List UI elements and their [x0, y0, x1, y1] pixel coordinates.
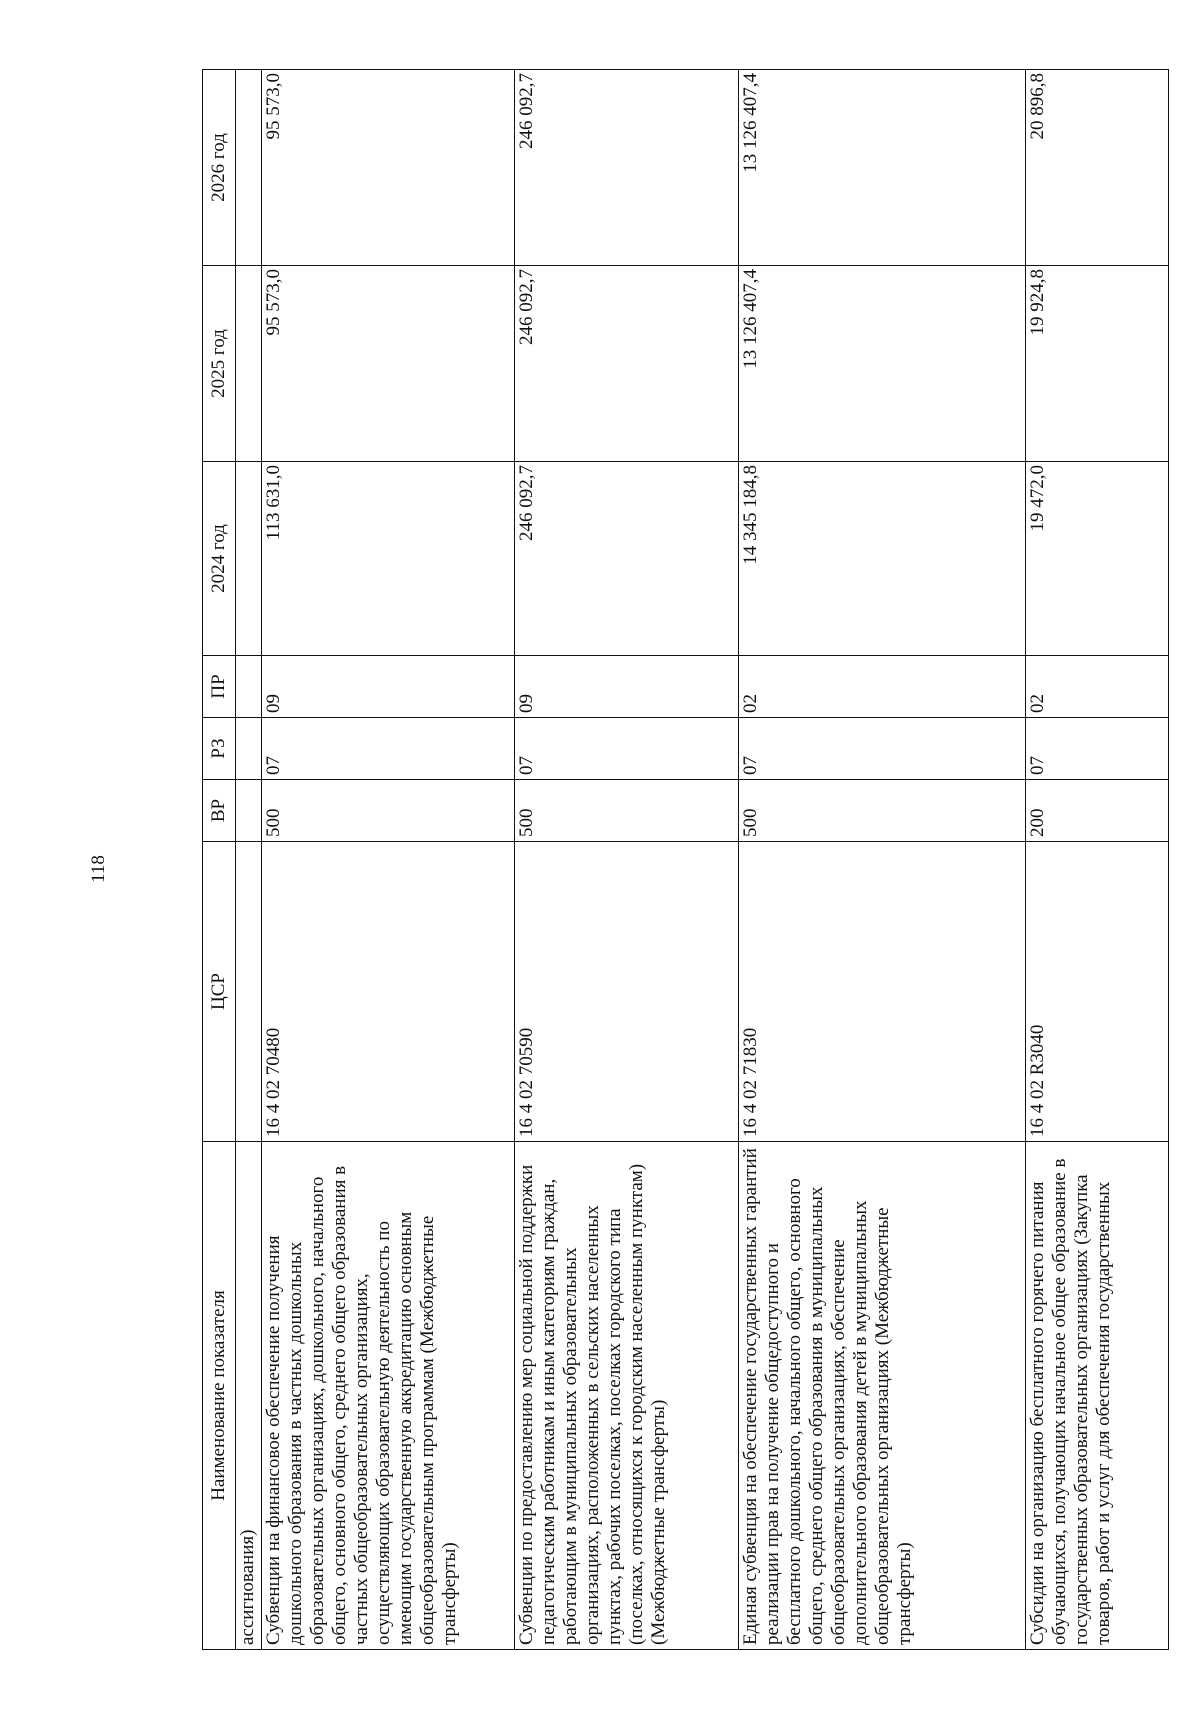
header-2025: 2025 год — [203, 266, 236, 462]
table-row — [262, 70, 515, 1650]
row-name: Субвенции по предоставлению мер социальной поддержки педагогическим работникам и иным категориям граждан, работающим в муниципальных образовательных организациях, расположенных в сельских населенных пунктах, рабочих поселках, поселках городского типа (поселках, относящихся к городским населенным пунктам) (Межбюджетные трансферты) — [515, 1142, 739, 1650]
row-2026: 20 896,8 — [1026, 70, 1169, 266]
table-row-continuation — [236, 70, 262, 1650]
row-rz: 07 — [739, 718, 1026, 780]
row-name: Субвенции на финансовое обеспечение получения дошкольного образования в частных дошкольных образовательных организациях, дошкольного, начального общего, основного общего, среднего общего образования в частных общеобразовательных организациях, осуществляющих образовательную деятельность по имеющим государственную аккредитацию основным общеобразовательным программам (Межбюджетные трансферты) — [262, 1142, 515, 1650]
header-vr: ВР — [203, 780, 236, 842]
header-csr: ЦСР — [203, 842, 236, 1142]
row-2026: 95 573,0 — [262, 70, 515, 266]
row-rz: 07 — [262, 718, 515, 780]
row-csr: 16 4 02 71830 — [739, 842, 1026, 1142]
row-vr: 200 — [1026, 780, 1169, 842]
table-row — [739, 70, 1026, 1650]
table-cell — [236, 842, 262, 1142]
row-2024: 19 472,0 — [1026, 462, 1169, 656]
row-csr: 16 4 02 70590 — [515, 842, 739, 1142]
header-rz: РЗ — [203, 718, 236, 780]
row-csr: 16 4 02 R3040 — [1026, 842, 1169, 1142]
row-pr: 02 — [1026, 656, 1169, 718]
row-2025: 13 126 407,4 — [739, 266, 1026, 462]
table-cell — [236, 780, 262, 842]
table-row — [515, 70, 739, 1650]
row-2025: 95 573,0 — [262, 266, 515, 462]
row-rz: 07 — [1026, 718, 1169, 780]
row-vr: 500 — [515, 780, 739, 842]
budget-table — [202, 69, 1169, 1650]
row-2025: 19 924,8 — [1026, 266, 1169, 462]
row-2025: 246 092,7 — [515, 266, 739, 462]
row-pr: 09 — [515, 656, 739, 718]
row-2024: 113 631,0 — [262, 462, 515, 656]
row-2026: 13 126 407,4 — [739, 70, 1026, 266]
page-number: 118 — [88, 855, 109, 883]
row-csr: 16 4 02 70480 — [262, 842, 515, 1142]
table-cell — [236, 462, 262, 656]
row-2024: 246 092,7 — [515, 462, 739, 656]
table-header-row — [203, 70, 236, 1650]
table-cell — [236, 70, 262, 266]
header-pr: ПР — [203, 656, 236, 718]
continuation-text: ассигнования) — [236, 1142, 262, 1650]
header-2024: 2024 год — [203, 462, 236, 656]
row-vr: 500 — [262, 780, 515, 842]
table-cell — [236, 718, 262, 780]
header-name: Наименование показателя — [203, 1142, 236, 1650]
table-cell — [236, 656, 262, 718]
row-rz: 07 — [515, 718, 739, 780]
row-2024: 14 345 184,8 — [739, 462, 1026, 656]
row-pr: 09 — [262, 656, 515, 718]
row-2026: 246 092,7 — [515, 70, 739, 266]
table-row — [1026, 70, 1169, 1650]
row-vr: 500 — [739, 780, 1026, 842]
header-2026: 2026 год — [203, 70, 236, 266]
row-name: Субсидии на организацию бесплатного горячего питания обучающихся, получающих начальное общее образование в государственных образовательных организациях (Закупка товаров, работ и услуг для обеспечения государственных — [1026, 1142, 1169, 1650]
row-name: Единая субвенция на обеспечение государственных гарантий реализации прав на получение общедоступного и бесплатного дошкольного, начального общего, основного общего, среднего общего образования в муниципальных общеобразовательных организациях, обеспечение дополнительного образования детей в муниципальных общеобразовательных организациях (Межбюджетные трансферты) — [739, 1142, 1026, 1650]
rotated-table-container — [202, 70, 1168, 1650]
row-pr: 02 — [739, 656, 1026, 718]
table-cell — [236, 266, 262, 462]
